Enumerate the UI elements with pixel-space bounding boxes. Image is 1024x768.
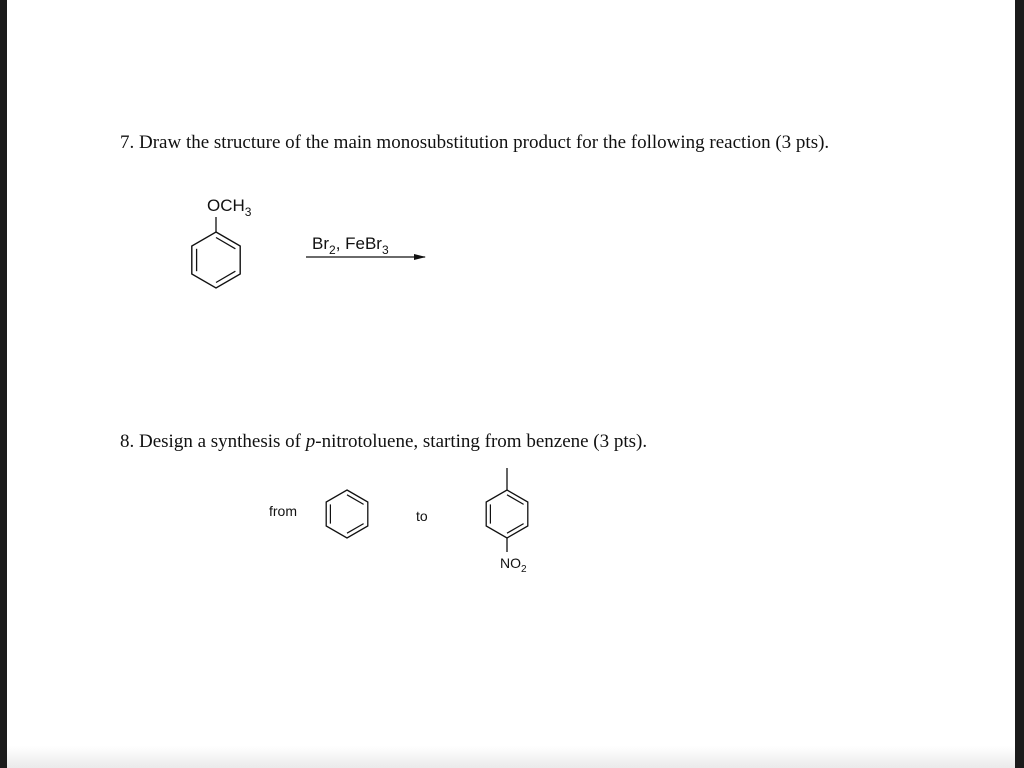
nitro-label	[500, 555, 527, 575]
page-bottom-shadow	[7, 746, 1015, 768]
question-8-number: 8.	[120, 431, 135, 452]
chemistry-drawings	[7, 0, 1015, 768]
question-8-text-before: Design a synthesis of	[139, 431, 306, 452]
from-label: from	[269, 503, 297, 519]
nitrotoluene-ring	[486, 490, 528, 538]
document-page	[7, 0, 1015, 768]
question-8-text-italic: p	[305, 431, 316, 452]
window-edge-left	[0, 0, 7, 768]
reagent-febr-sub: 3	[381, 243, 389, 257]
question-8-text-after: -nitrotoluene, starting from benzene (3 pts).	[315, 431, 648, 452]
anisole-structure	[192, 196, 252, 288]
reagent-br-sub: 2	[329, 243, 336, 257]
reagent-febr: , FeBr	[335, 234, 382, 253]
benzene-structure	[326, 490, 368, 538]
to-label: to	[416, 508, 428, 524]
reagent-label	[312, 234, 389, 257]
methoxy-label-sub: 3	[244, 205, 252, 219]
methoxy-label-main: OCH	[207, 196, 245, 215]
question-7-text: Draw the structure of the main monosubstitution product for the following reaction (3 pts).	[139, 132, 830, 153]
reagent-br: Br	[312, 234, 329, 253]
window-edge-right	[1015, 0, 1024, 768]
question-7-number: 7.	[120, 132, 135, 153]
nitro-label-main: NO	[500, 555, 521, 571]
anisole-benzene-ring	[192, 232, 240, 288]
reaction-arrow-group	[306, 234, 425, 257]
nitro-label-sub: 2	[521, 564, 527, 575]
methoxy-label	[207, 196, 252, 219]
p-nitrotoluene-structure	[486, 468, 528, 575]
